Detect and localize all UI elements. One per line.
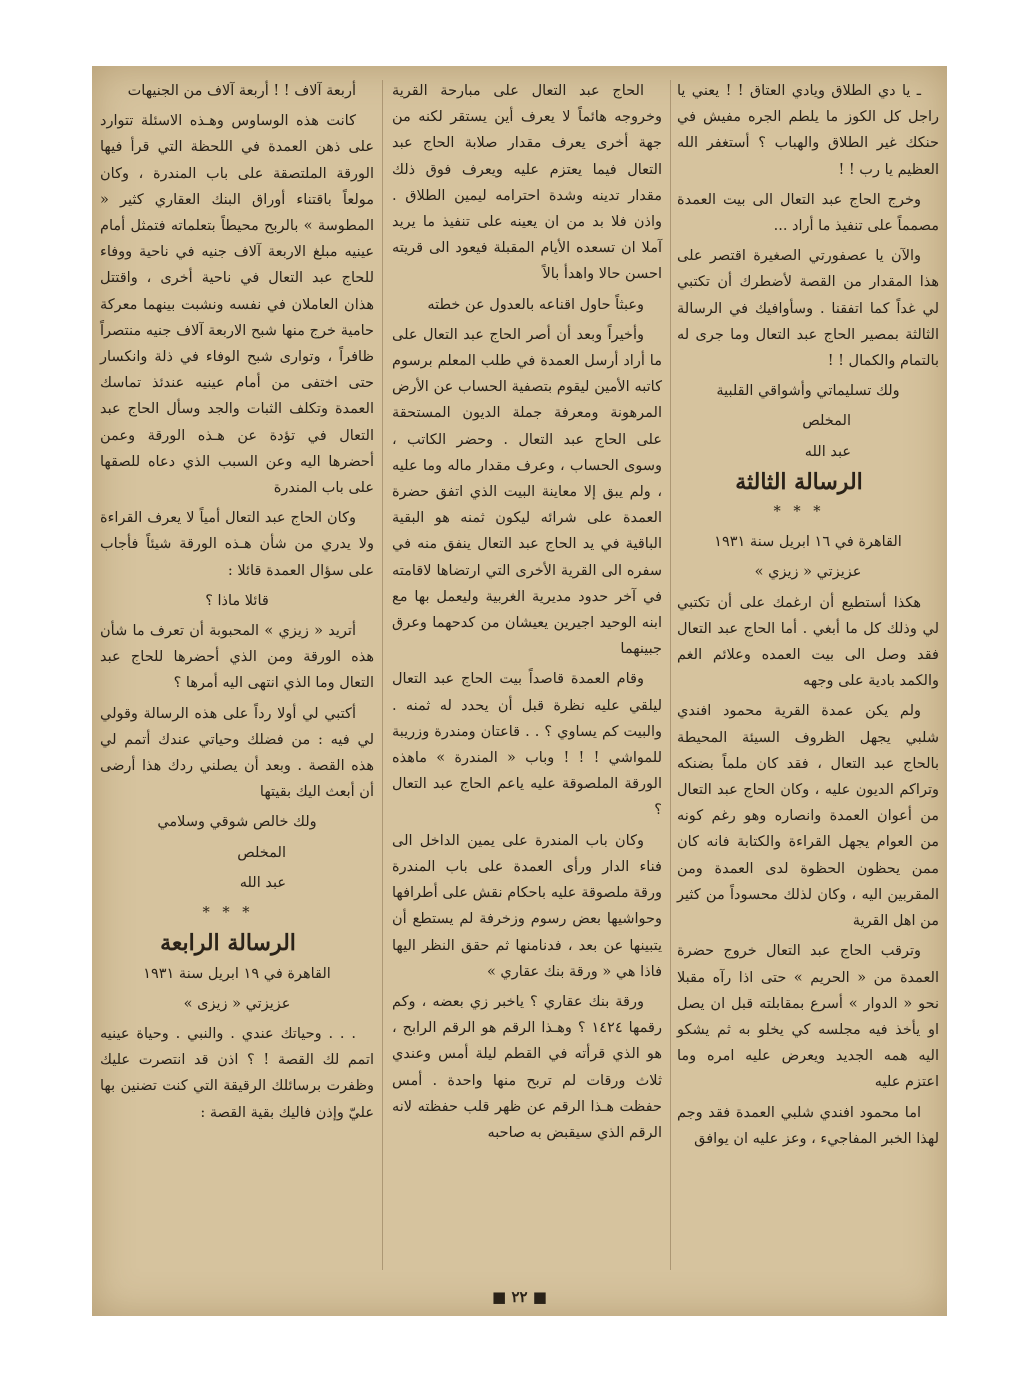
section-stars: * * * bbox=[773, 504, 825, 521]
paragraph: قائلا ماذا ؟ bbox=[205, 592, 269, 609]
paragraph: هكذا أستطيع أن ارغمك على أن تكتبي لي وذلك كل ما أبغي . أما الحاج عبد التعال فقد وصل الى بيت العمده وعلائم الغم والكمد بادية على وجهه bbox=[677, 594, 939, 690]
letter-date: القاهرة في ١٦ ابريل سنة ١٩٣١ bbox=[714, 534, 902, 551]
paragraph: ولم يكن عمدة القرية محمود افندي شلبي يجهل الظروف السيئة المحيطة بالحاج عبد التعال ، فقد كان ملماً بضنكه وتراكم الديون عليه ، وكان الحاج عبد التعال من أعوان العمدة وانصاره وهو رغم كونه من العوام يجهل القراءة والكتابة فانه كان ممن يحظون الحظوة لدى العمدة ومن المقربين اليه ، وكان لذلك محسوداً من كثير من اهل القرية bbox=[677, 703, 939, 930]
column-divider bbox=[670, 80, 671, 1270]
section-stars: * * * bbox=[202, 905, 254, 922]
letter-salutation: عزيزتي « زيزي » bbox=[754, 564, 862, 581]
signature-label: المخلص bbox=[237, 844, 286, 861]
paragraph: أربعة آلاف ! ! أربعة آلاف من الجنيهات bbox=[127, 83, 356, 99]
paragraph: ـ يا دي الطلاق ويادي العتاق ! ! يعني يا راجل كل الكوز ما يلطم الجره مفيش في حنكك غير الطلاق والهباب ؟ أستغفر الله العظيم يا رب ! ! bbox=[677, 83, 939, 178]
paragraph: وكان الحاج عبد التعال أمياً لا يعرف القراءة ولا يدري من شأن هـذه الورقة شيئاً فأجاب على سؤال العمدة قائلا : bbox=[100, 510, 374, 579]
signature-name: عبد الله bbox=[239, 874, 286, 891]
paragraph: اما محمود افندي شلبي العمدة فقد وجم لهذا الخبر المفاجيء ، وعز عليه ان يوافق bbox=[677, 1104, 939, 1147]
paragraph: وقام العمدة قاصداً بيت الحاج عبد التعال ليلقي عليه نظرة قبل أن يحدد له ثمنه . والبيت كم يساوي ؟ . . قاعتان ومندرة وزريبة للمواشي ! ! ! وباب « المندرة » ماهذه الورقة الملصوقة عليه ياعم الحاج عبد التعال ؟ bbox=[392, 671, 662, 819]
right-column bbox=[677, 78, 939, 1268]
signature-name: عبد الله bbox=[804, 443, 851, 460]
paragraph: أتريد « زيزي » المحبوبة أن تعرف ما شأن هذه الورقة ومن الذي أحضرها للحاج عبد التعال وما الذي انتهى اليه أمرها ؟ bbox=[100, 623, 374, 692]
newspaper-page bbox=[92, 66, 947, 1316]
letter-salutation: عزيزتي « زيزى » bbox=[183, 995, 291, 1012]
paragraph: وعبثاً حاول اقناعه بالعدول عن خطته bbox=[427, 296, 644, 313]
page-number: ■ ٢٢ ■ bbox=[492, 1288, 547, 1306]
letter-heading: الرسالة الثالثة bbox=[735, 468, 863, 495]
column-divider bbox=[382, 80, 383, 1270]
letter-date: القاهرة في ١٩ ابريل سنة ١٩٣١ bbox=[143, 965, 331, 982]
paragraph: كانت هذه الوساوس وهـذه الاسئلة تتوارد على ذهن العمدة في اللحظة التي قرأ فيها الورقة الملتصقة على باب المندرة ، وكان مولعاً باقتناء أوراق البنك العقاري كثير « المطوسة » بالربح محيطاً بتعلماته فتمثل أمام عينيه مبلغ الاربعة آلاف جنيه في ناحية ووفاء للحاج عبد التعال في ناحية أخرى ، واقتتل هذان العاملان في نفسه ونشبت بينهما معركة حامية خرج منها شبح الاربعة آلاف جنيه منتصراً ظافراً ، وتوارى شبح الوفاء في ذلة وانكسار حتى اختفى من أمام عينيه عندئذ تماسك العمدة وتكلف الثبات والجد وسأل الحاج عبد التعال في تؤدة عن هـذه الورقة وعمن أحضرها اليه وعن السبب الذي دعاه للصقها على باب المندرة bbox=[100, 113, 374, 497]
closing-line: ولك خالص شوقي وسلامي bbox=[157, 814, 317, 831]
paragraph: والآن يا عصفورتي الصغيرة اقتصر على هذا المقدار من القصة لأضطرك أن تكتبي لي غداً كما اتفقنا . وسأوافيك في الرسالة الثالثة بمصير الحاج عبد التعال وما جرى له بالتمام والكمال ! ! bbox=[677, 248, 939, 370]
paragraph: أكتبي لي أولا رداً على هذه الرسالة وقولي لي فيه : من فضلك وحياتي عندك أتمم لي هذه القصة . وبعد أن يصلني ردك هذا أرضى أن أبعث اليك بقيتها bbox=[100, 705, 374, 801]
paragraph: وخرج الحاج عبد التعال الى بيت العمدة مصمماً على تنفيذ ما أراد ... bbox=[677, 191, 939, 235]
paragraph: ورقة بنك عقاري ؟ ياخبر زي بعضه ، وكم رقمها ١٤٢٤ ؟ وهـذا الرقم هو الرقم الرابح ، هو الذي قرأته في القطم ليلة أمس وعندي ثلاث ورقات لم تربح منها واحدة . أمس حفظت هـذا الرقم عن ظهر قلب حفظته لانه الرقم الذي سيقبض به صاحبه bbox=[392, 993, 662, 1141]
closing-line: ولك تسليماتي وأشواقي القلبية bbox=[716, 383, 900, 400]
paragraph: الحاج عبد التعال على مبارحة القرية وخروجه هائماً لا يعرف أين يستقر لكنه من جهة أخرى يعرف مقدار صلابة الحاج عبد التعال فيما يعتزم عليه ويعرف فوق ذلك مقدار تدينه وشدة احترامه ليمين الطلاق . واذن فلا بد من ان يعينه على تنفيذ ما يريد آملا ان تسعده الأيام المقبلة فيعود الى قريته احسن حالا واهدأ بالاً bbox=[392, 83, 662, 283]
paragraph: . . . وحياتك عندي . والنبي . وحياة عينيه اتمم لك القصة ! ؟ اذن قد انتصرت عليك وظفرت برسائلك الرقيقة التي كنت تضنين بها عليّ وإذن فاليك بقية القصة : bbox=[100, 1025, 374, 1121]
middle-column bbox=[392, 78, 662, 1268]
left-column bbox=[100, 78, 374, 1268]
paragraph: وكان باب المندرة على يمين الداخل الى فناء الدار ورأى العمدة على باب المندرة ورقة ملصوقة عليه باحكام نقش على أطرافها وحواشيها بعض رسوم وزخرفة لم يستطع أن يتبينها عن بعد ، فدنامنها ثم حقق النظر اليها فاذا هي « ورقة بنك عقاري » bbox=[392, 832, 662, 980]
signature-label: المخلص bbox=[802, 413, 851, 430]
paragraph: وأخيراً وبعد أن أصر الحاج عبد التعال على ما أراد أرسل العمدة في طلب المعلم برسوم كاتبه الأمين ليقوم بتصفية الحساب عن الأرض المرهونة ومعرفة جملة الديون المستحقة على الحاج عبد التعال . وحضر الكاتب ، وسوى الحساب ، وعرف مقدار ماله وما عليه ، ولم يبق إلا معاينة البيت الذي اتفق حضرة العمدة على شرائه ليكون ثمنه هو البقية الباقية في يد الحاج عبد التعال ينفق منه في سفره الى القرية الأخرى التي ارتضاها لاقامته في آخر حدود مديرية الغربية وليعمل بها مع ابنه الوحيد اجيرين يعيشان من كدحهما وعرق جبينهما bbox=[392, 326, 662, 658]
letter-heading: الرسالة الرابعة bbox=[160, 930, 296, 957]
paragraph: وترقب الحاج عبد التعال خروج حضرة العمدة من « الحريم » حتى اذا رآه مقبلا نحو « الدوار » أسرع بمقابلته قبل ان يصل او يأخذ فيه مجلسه كي يخلو به ثم يشكو اليه همه الجديد ويعرض عليه امره وما اعتزم عليه bbox=[677, 943, 939, 1091]
